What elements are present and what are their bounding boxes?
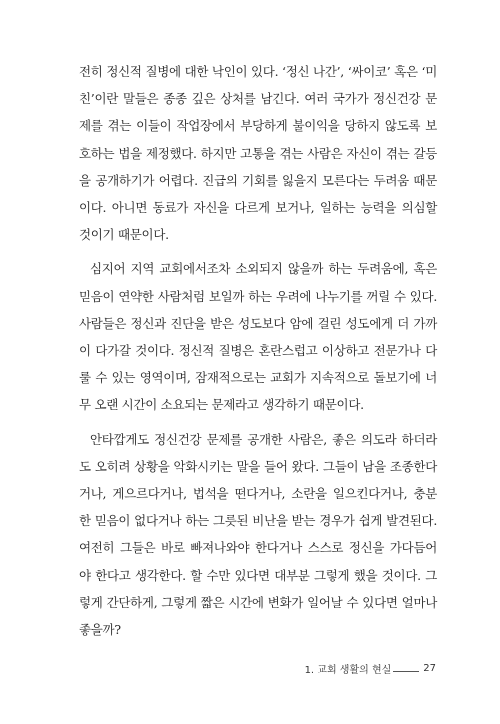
text-line: 안타깝게도 정신건강 문제를 공개한 사람은, 좋은 의도라 하더라 — [90, 432, 437, 447]
text-line: 룰 수 있는 영역이며, 잠재적으로는 교회가 지속적으로 돌보기에 너 — [79, 370, 437, 385]
text-line: 여전히 그들은 바로 빠져나와야 한다거나 스스로 정신을 가다듬어 — [79, 540, 437, 555]
text-line: 것이기 때문이다. — [79, 227, 169, 242]
text-line: 전히 정신적 질병에 대한 낙인이 있다. ‘정신 나간’, ‘싸이코’ 혹은 ‘미 — [79, 64, 437, 79]
text-line: 사람들은 정신과 진단을 받은 성도보다 암에 걸린 성도에게 더 가까 — [79, 316, 437, 331]
text-line: 좋을까? — [79, 622, 121, 637]
text-line: 이 다가갈 것이다. 정신적 질병은 혼란스럽고 이상하고 전문가나 다 — [79, 343, 437, 358]
text-line: 야 한다고 생각한다. 할 수만 있다면 대부분 그렇게 했을 것이다. 그 — [79, 568, 437, 583]
text-line: 제를 겪는 이들이 작업장에서 부당하게 불이익을 당하지 않도록 보 — [79, 118, 437, 133]
text-line: 친’이란 말들은 종종 깊은 상처를 남긴다. 여러 국가가 정신건강 문 — [79, 91, 437, 106]
footer-rule — [393, 671, 419, 672]
text-line: 무 오랜 시간이 소요되는 문제라고 생각하기 때문이다. — [79, 397, 364, 412]
text-line: 한 믿음이 없다거나 하는 그릇된 비난을 받는 경우가 쉽게 발견된다. — [79, 513, 437, 528]
text-line: 렇게 간단하게, 그렇게 짧은 시간에 변화가 일어날 수 있다면 얼마나 — [79, 595, 437, 610]
chapter-title: 1. 교회 생활의 현실 — [304, 665, 392, 676]
page-footer — [305, 661, 436, 676]
text-line: 을 공개하기가 어렵다. 진급의 기회를 잃을지 모른다는 두려움 때문 — [79, 173, 437, 188]
text-line: 호하는 법을 제정했다. 하지만 고통을 겪는 사람은 자신이 겪는 갈등 — [79, 146, 437, 161]
text-line: 도 오히려 상황을 악화시키는 말을 들어 왔다. 그들이 남을 조종한다 — [79, 459, 437, 474]
text-line: 거나, 게으르다거나, 법석을 떤다거나, 소란을 일으킨다거나, 충분 — [79, 486, 437, 501]
page-number: 27 — [423, 663, 436, 674]
text-line: 심지어 지역 교회에서조차 소외되지 않을까 하는 두려움에, 혹은 — [90, 261, 437, 276]
text-line: 이다. 아니면 동료가 자신을 다르게 보거나, 일하는 능력을 의심할 — [79, 200, 437, 215]
text-line: 믿음이 연약한 사람처럼 보일까 하는 우려에 나누기를 꺼릴 수 있다. — [79, 289, 437, 304]
